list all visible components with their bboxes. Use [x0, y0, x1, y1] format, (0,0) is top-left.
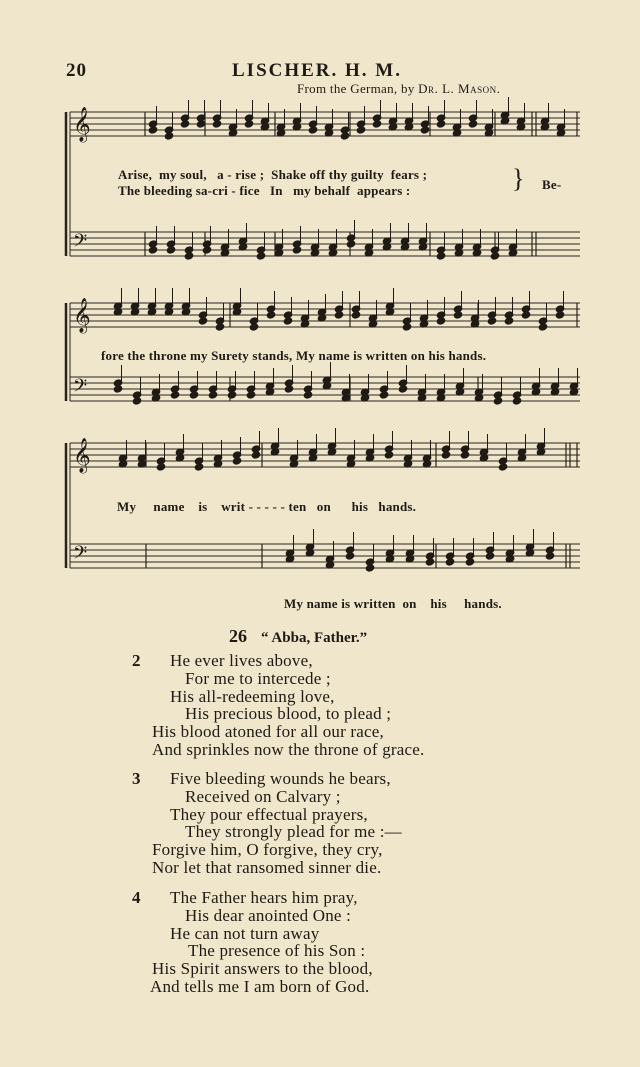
- note-head: [164, 132, 174, 140]
- note-head: [194, 463, 204, 471]
- note-head: [232, 457, 242, 465]
- note-head: [538, 323, 548, 331]
- note-head: [402, 323, 412, 331]
- note-head: [487, 317, 497, 325]
- note-head: [504, 317, 514, 325]
- note-head: [180, 120, 190, 128]
- stanza-number: 4: [132, 888, 141, 907]
- hymn-number: 26: [229, 626, 247, 646]
- system2-lyrics: fore the throne my Surety stands, My name is written on his hands.: [101, 348, 487, 363]
- note-head: [166, 246, 176, 254]
- note-head: [196, 120, 206, 128]
- stanza-line: The presence of his Son :: [188, 941, 366, 961]
- lyric-brace: }: [512, 164, 525, 193]
- stanza-line: Forgive him, O forgive, they cry,: [152, 840, 383, 860]
- note-head: [436, 252, 446, 260]
- note-head: [521, 311, 531, 319]
- note-head: [202, 246, 212, 254]
- attribution-prefix: From the German, by: [297, 81, 419, 96]
- stanza-line: His blood atoned for all our race,: [152, 722, 384, 742]
- note-head: [436, 120, 446, 128]
- system3-lyrics-top: My name is writ - - - - - ten on his hands.: [117, 499, 417, 514]
- stanza-line: His all-redeeming love,: [170, 686, 335, 706]
- note-head: [453, 311, 463, 319]
- note-head: [445, 558, 455, 566]
- stanza-number: 3: [132, 769, 141, 788]
- note-head: [132, 397, 142, 405]
- note-head: [148, 126, 158, 134]
- note-head: [493, 397, 503, 405]
- note-head: [425, 558, 435, 566]
- note-head: [170, 391, 180, 399]
- note-head: [334, 311, 344, 319]
- note-head: [398, 385, 408, 393]
- note-head: [384, 451, 394, 459]
- note-head: [346, 240, 356, 248]
- treble-clef: 𝄞: [73, 438, 91, 473]
- note-head: [498, 463, 508, 471]
- composer-name: Dr. L. Mason.: [418, 81, 501, 96]
- stanza-line: His Spirit answers to the blood,: [152, 959, 373, 979]
- treble-clef: 𝄞: [73, 107, 91, 142]
- note-head: [184, 252, 194, 260]
- note-head: [292, 246, 302, 254]
- stanza-number: 2: [132, 651, 141, 670]
- note-head: [284, 385, 294, 393]
- note-head: [256, 252, 266, 260]
- note-head: [490, 252, 500, 260]
- stanza-line: His precious blood, to plead ;: [185, 704, 392, 724]
- note-head: [512, 397, 522, 405]
- note-head: [468, 120, 478, 128]
- note-head: [441, 451, 451, 459]
- note-head: [365, 564, 375, 572]
- bass-clef: 𝄢: [73, 376, 88, 401]
- hymn-title: “ Abba, Father.”: [261, 630, 368, 646]
- stanza-line: He ever lives above,: [170, 651, 313, 670]
- stanza-line: Received on Calvary ;: [185, 786, 341, 806]
- stanza-line: Five bleeding wounds he bears,: [170, 769, 391, 788]
- stanza-line: Nor let that ransomed sinner die.: [152, 858, 382, 877]
- note-head: [208, 391, 218, 399]
- note-head: [545, 552, 555, 560]
- stanza-line: He can not turn away: [170, 923, 320, 943]
- bass-clef: 𝄢: [73, 543, 88, 568]
- page-number: 20: [66, 60, 87, 81]
- stanza-line: And sprinkles now the throne of grace.: [152, 740, 425, 759]
- note-head: [212, 120, 222, 128]
- note-head: [345, 552, 355, 560]
- note-head: [485, 552, 495, 560]
- note-head: [460, 451, 470, 459]
- stanza-line: They strongly plead for me :—: [185, 822, 402, 842]
- note-head: [148, 246, 158, 254]
- note-head: [420, 126, 430, 134]
- note-head: [215, 323, 225, 331]
- note-head: [189, 391, 199, 399]
- bass-clef: 𝄢: [73, 231, 88, 256]
- system1-lyrics-tail: Be-: [542, 177, 562, 192]
- note-head: [246, 391, 256, 399]
- note-head: [283, 317, 293, 325]
- note-head: [379, 391, 389, 399]
- system1-lyrics-line1: Arise, my soul, a - rise ; Shake off thy guilty fears ;: [118, 167, 428, 182]
- stanza-line: The Father hears him pray,: [170, 888, 358, 907]
- tune-title: LISCHER. H. M.: [232, 60, 402, 81]
- system1-lyrics-line2: The bleeding sa-cri - fice In my behalf appears :: [118, 183, 411, 198]
- note-head: [308, 126, 318, 134]
- note-head: [156, 463, 166, 471]
- note-head: [465, 558, 475, 566]
- note-head: [244, 120, 254, 128]
- note-head: [198, 317, 208, 325]
- note-head: [351, 311, 361, 319]
- note-head: [227, 391, 237, 399]
- note-head: [266, 311, 276, 319]
- note-head: [555, 311, 565, 319]
- note-head: [251, 451, 261, 459]
- note-head: [356, 126, 366, 134]
- stanza-line: His dear anointed One :: [185, 905, 352, 925]
- stanza-line: They pour effectual prayers,: [170, 804, 368, 824]
- system3-lyrics-bottom: My name is written on his hands.: [284, 596, 502, 611]
- hymn-heading: [229, 626, 367, 647]
- note-head: [303, 391, 313, 399]
- note-head: [113, 385, 123, 393]
- stanza-line: For me to intercede ;: [185, 668, 331, 688]
- stanza-line: And tells me I am born of God.: [150, 977, 370, 996]
- treble-clef: 𝄞: [73, 298, 91, 333]
- note-head: [340, 132, 350, 140]
- note-head: [436, 317, 446, 325]
- note-head: [249, 323, 259, 331]
- note-head: [372, 120, 382, 128]
